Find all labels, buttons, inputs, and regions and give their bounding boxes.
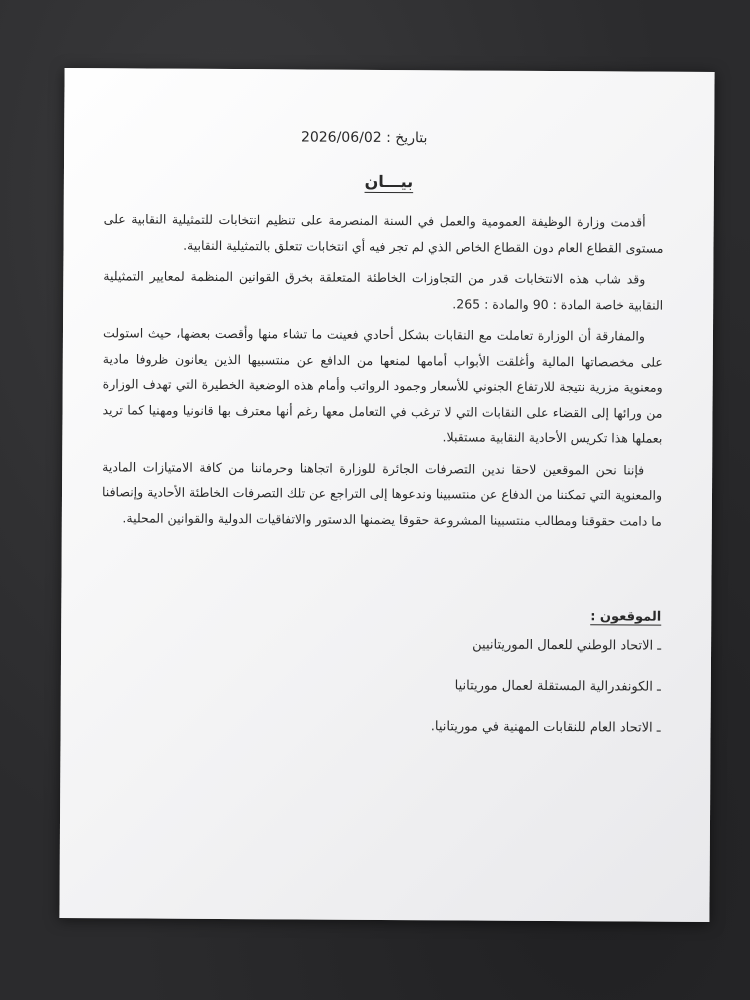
signatories-heading: الموقعون : xyxy=(590,609,662,625)
document-body xyxy=(102,206,664,539)
document-date: بتاريخ : 2026/06/02 xyxy=(300,129,428,147)
paragraph: والمفارقة أن الوزارة تعاملت مع النقابات بشكل أحادي فعينت ما تشاء منها وأقصت بعضها، حيث استولت على مخصصاتها المالية وأغلقت الأبواب أمامها لمنعها من الدافع عن منتسبيها الذين يعانون ظروفا مادية ومعنوية مزرية نتيجة للارتفاع الجنوني للأسعار وجمود الرواتب وأمام هذه الوضعية الخطيرة التي تهدف الوزارة من ورائها إلى القضاء على النقابات التي لا ترغب في التعامل معها رغم أنها معترف بها قانونيا ومهنيا كما تريد بعملها هذا تكريس الأحادية النقابية مستقبلا. xyxy=(102,325,663,446)
signatories-section xyxy=(100,606,661,761)
document-title: بيـــان xyxy=(364,171,414,192)
paragraph: وقد شاب هذه الانتخابات قدر من التجاوزات الخاطئة المتعلقة بخرق القوانين المنظمة لمعايير التمثيلية النقابية خاصة المادة : 90 والمادة : 265. xyxy=(103,268,664,313)
signatory-item: ـ الكونفدرالية المستقلة لعمال موريتانيا xyxy=(454,678,661,695)
document-page xyxy=(59,68,714,922)
signatory-item: ـ الاتحاد العام للنقابات المهنية في موريتانيا. xyxy=(430,719,661,736)
signatory-item: ـ الاتحاد الوطني للعمال الموريتانيين xyxy=(472,637,662,654)
paragraph: أقدمت وزارة الوظيفة العمومية والعمل في السنة المنصرمة على تنظيم انتخابات للتمثيلية النقابية على مستوى القطاع العام دون القطاع الخاص الذي لم تجر فيه أي انتخابات تتعلق بالتمثيلية النقابية. xyxy=(103,211,664,256)
paragraph: فإننا نحن الموقعين لاحقا ندين التصرفات الجائرة للوزارة اتجاهنا وحرماننا من كافة الامتيازات المادية والمعنوية التي تمكننا من الدفاع عن منتسبينا وندعوها إلى التراجع عن تلك التصرفات الخاطئة الأحادية وإنصافنا ما دامت حقوقنا ومطالب منتسبينا المشروعة حقوقا يضمنها الدستور والاتفاقيات الدولية والقوانين المحلية. xyxy=(101,458,663,529)
